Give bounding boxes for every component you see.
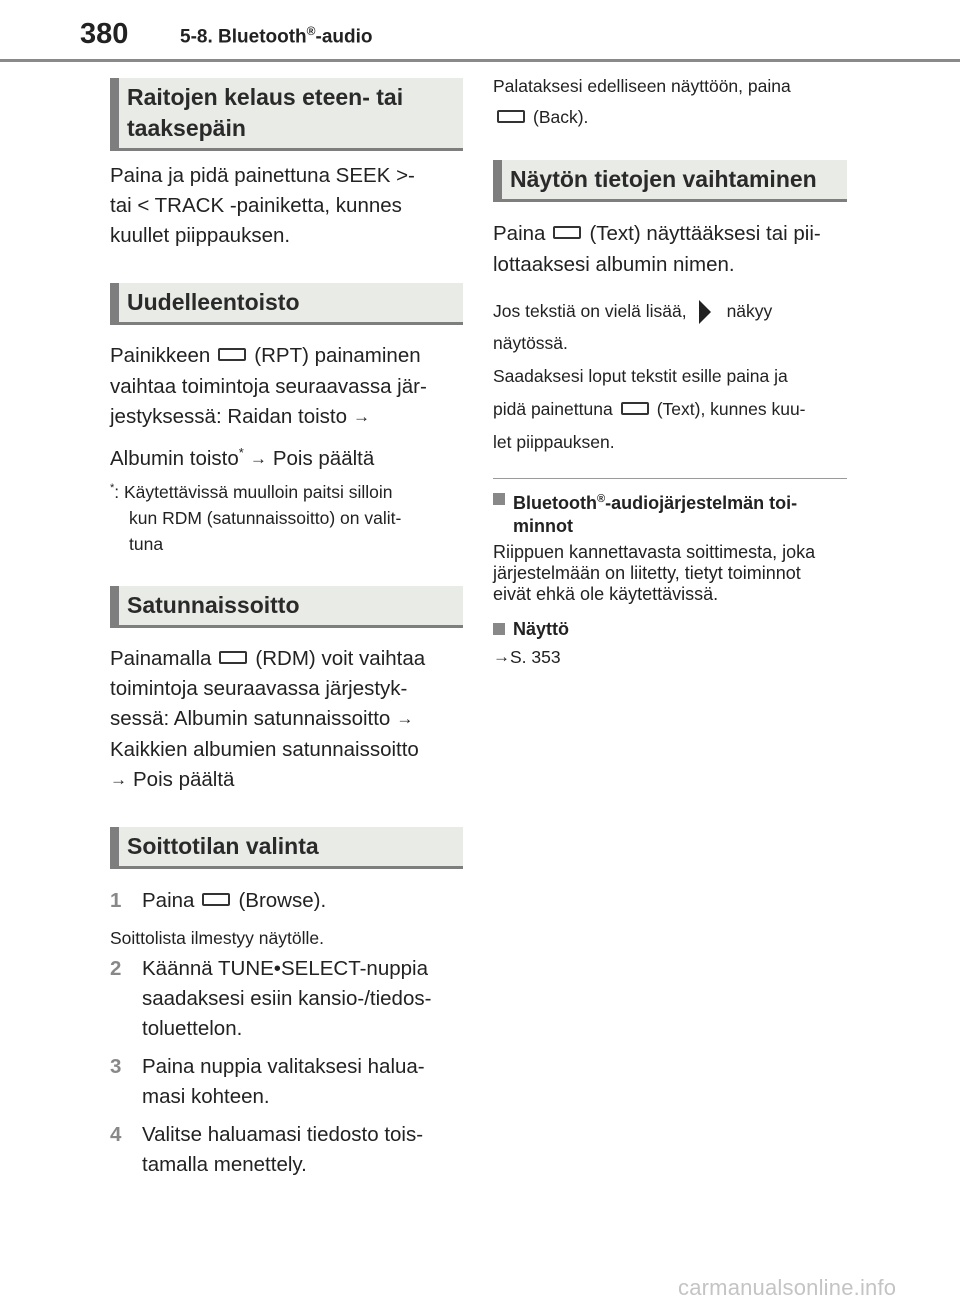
header-rule xyxy=(0,59,960,62)
text-button-icon xyxy=(553,226,581,239)
step-2: 2 Käännä TUNE•SELECT-nuppia saadaksesi esiin kansio-/tiedos- toluettelon. xyxy=(110,957,432,1040)
back-button-icon xyxy=(497,110,525,123)
random-paragraph: Painamalla (RDM) voit vaihtaa toimintoja seuraavassa järjestyk- sessä: Albumin satunnaissoitto → Kaikkien albumien satunnaissoitto → Pois päältä xyxy=(110,644,463,796)
text-button-icon xyxy=(621,402,649,415)
display-reference[interactable]: →S. 353 xyxy=(493,643,847,672)
step-1: 1 Paina (Browse). xyxy=(110,889,327,912)
section-heading-repeat: Uudelleentoisto xyxy=(110,283,463,325)
section-divider xyxy=(493,478,847,479)
bluetooth-functions-heading: Bluetooth®-audiojärjestelmän toi- minnot xyxy=(493,488,847,538)
watermark: carmanualsonline.info xyxy=(678,1275,897,1300)
arrow-icon: → xyxy=(396,709,414,728)
seek-paragraph: Paina ja pidä painettuna SEEK >- tai < TRACK -painiketta, kunnes kuullet piippauksen. xyxy=(110,164,415,247)
browse-button-icon xyxy=(202,893,230,906)
bullet-square-icon xyxy=(493,623,505,635)
arrow-icon: → xyxy=(110,770,127,789)
step-1-note: Soittolista ilmestyy näytölle. xyxy=(110,928,324,948)
page-header xyxy=(0,0,960,62)
bullet-square-icon xyxy=(493,493,505,505)
section-heading-display-info: Näytön tietojen vaihtaminen xyxy=(493,160,847,202)
more-text-arrow-icon xyxy=(699,300,711,324)
rpt-button-icon xyxy=(218,348,246,361)
text-more-note: Jos tekstiä on vielä lisää, näkyy näytössä. xyxy=(493,301,773,353)
text-paragraph: Paina (Text) näyttääksesi tai pii- lottaaksesi albumin nimen. xyxy=(493,222,821,276)
arrow-icon: → xyxy=(493,647,510,666)
arrow-icon: → xyxy=(249,448,267,468)
page-number: 380 xyxy=(80,18,129,50)
repeat-paragraph: Painikkeen (RPT) painaminen vaihtaa toimintoja seuraavassa jär- jestyksessä: Raidan toisto → Albumin toisto* → Pois päältä xyxy=(110,341,463,475)
section-heading-random: Satunnaissoitto xyxy=(110,586,463,628)
chapter-title: 5-8. Bluetooth®-audio xyxy=(180,24,373,48)
section-heading-play-mode: Soittotilan valinta xyxy=(110,827,463,869)
arrow-icon: → xyxy=(353,407,371,426)
section-heading-seek: Raitojen kelaus eteen- tai taaksepäin xyxy=(110,78,463,151)
bluetooth-functions-text: Riippuen kannettavasta soittimesta, joka järjestelmään on liitetty, tietyt toiminnot eivät ehkä ole käytettävissä. xyxy=(493,542,816,604)
back-paragraph: Palataksesi edelliseen näyttöön, paina (Back). xyxy=(493,76,791,127)
display-heading: Näyttö xyxy=(493,618,847,641)
rdm-button-icon xyxy=(219,651,247,664)
repeat-footnote: *: Käytettävissä muulloin paitsi silloin kun RDM (satunnaissoitto) on valit- tuna xyxy=(110,481,402,554)
step-3: 3 Paina nuppia valitaksesi halua- masi kohteen. xyxy=(110,1055,425,1108)
step-4: 4 Valitse haluamasi tiedosto tois- tamalla menettely. xyxy=(110,1123,424,1176)
text-hold-note: Saadaksesi loput tekstit esille paina ja pidä painettuna (Text), kunnes kuu- let piippauksen. xyxy=(493,366,806,452)
